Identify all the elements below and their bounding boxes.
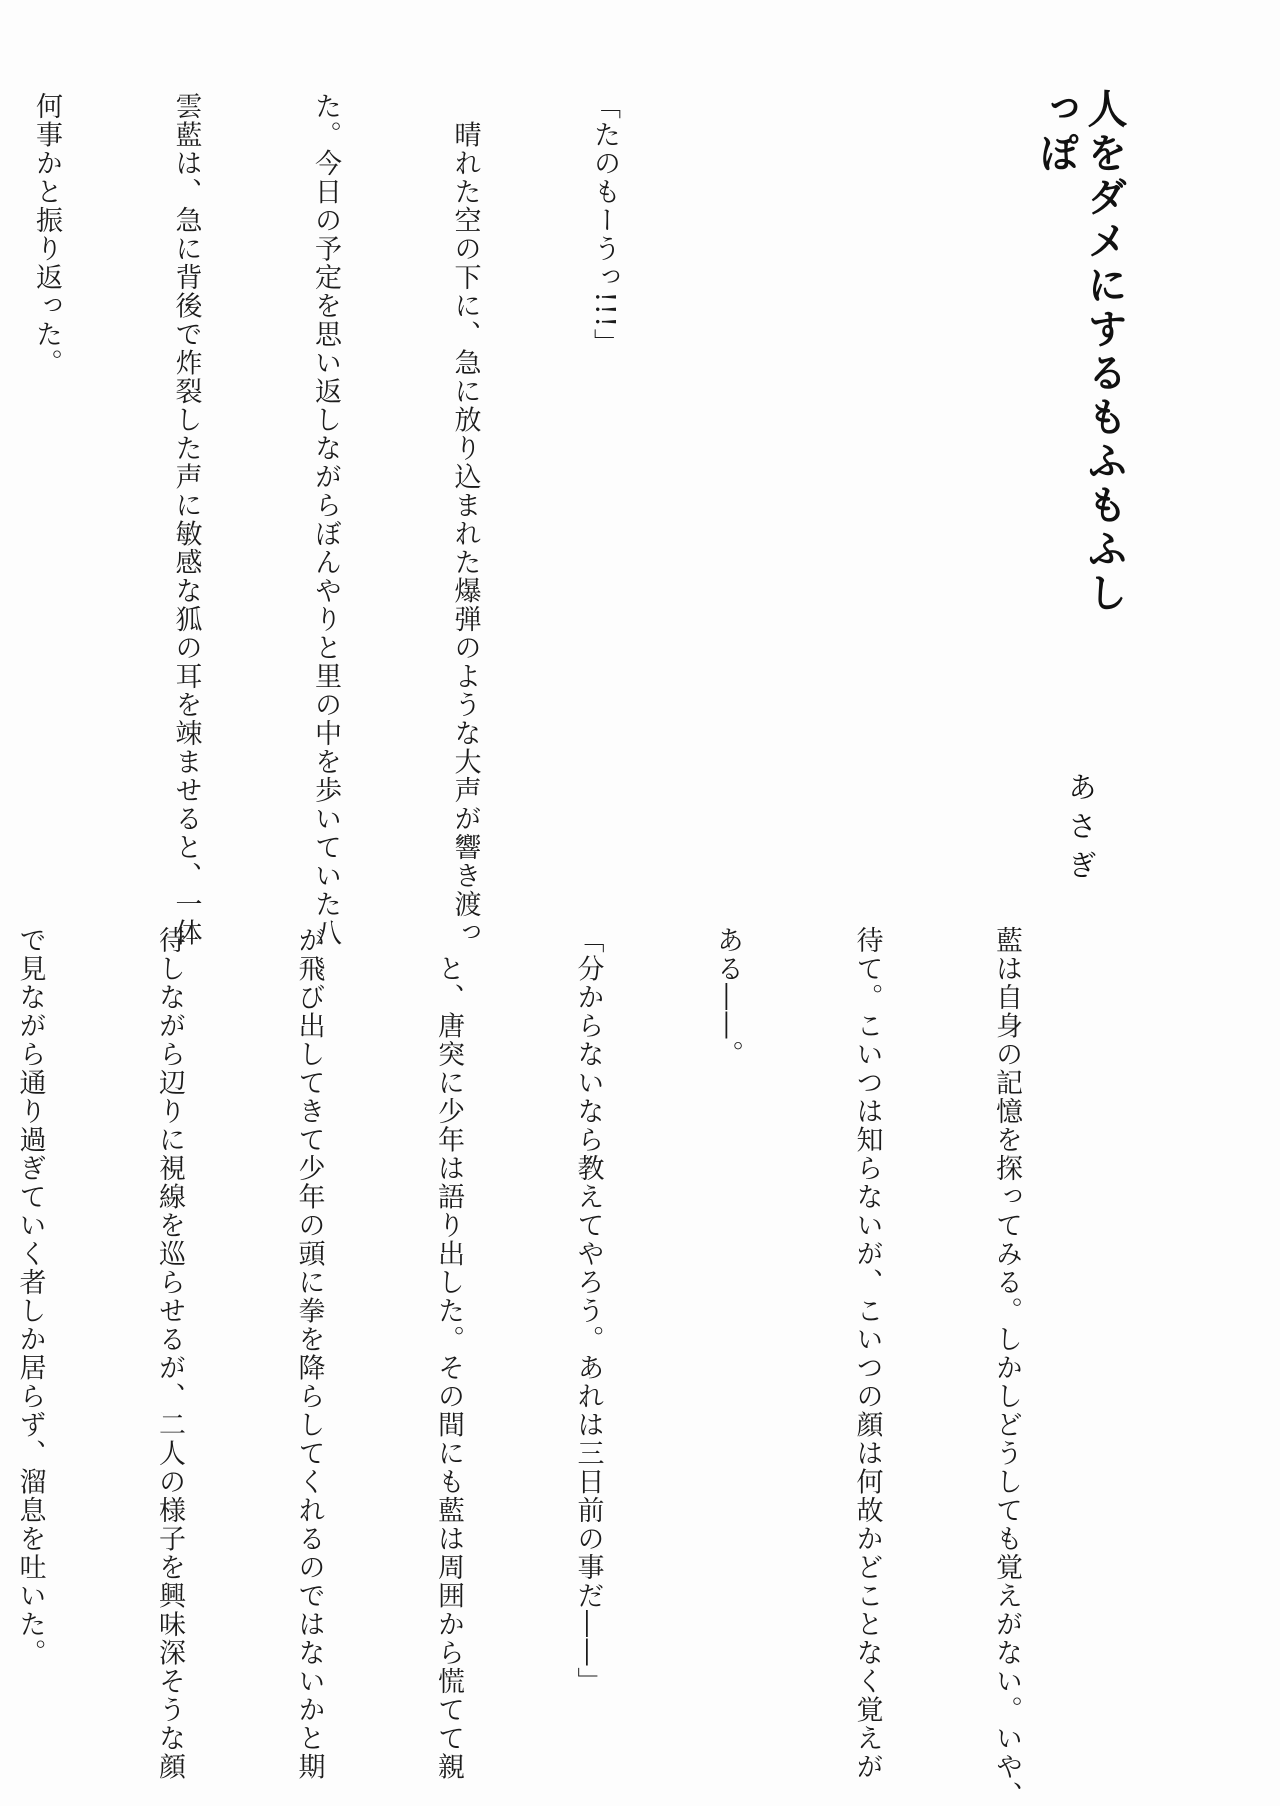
author-name: あさぎ — [1064, 772, 1098, 889]
text-block-top — [0, 92, 720, 947]
text-line: と、唐突に少年は語り出した。その間にも藍は周囲から慌てて親 — [433, 926, 464, 1781]
text-line: 「分からないなら教えてやろう。あれは三日前の事だ――」 — [572, 926, 604, 1696]
story-title: 人をダメにするもふもふしっぽ — [1033, 88, 1127, 616]
text-line: た。今日の予定を思い返しながらぼんやりと里の中を歩いていた八 — [310, 92, 341, 947]
text-line: 待て。こいつは知らないが、こいつの顔は何故かどことなく覚えが — [851, 926, 883, 1781]
text-line: 何事かと振り返った。 — [31, 92, 62, 377]
text-line: ある――。 — [712, 926, 743, 1069]
text-line: 晴れた空の下に、急に放り込まれた爆弾のような大声が響き渡っ — [449, 92, 481, 947]
text-line: 「たのもーうっ!!!」 — [589, 92, 620, 358]
text-line: 待しながら辺りに視線を巡らせるが、二人の様子を興味深そうな顔 — [154, 926, 185, 1781]
text-block-bottom — [0, 926, 1122, 1810]
text-line: で見ながら通り過ぎていく者しか居らず、溜息を吐いた。 — [14, 926, 46, 1667]
text-line: 藍は自身の記憶を探ってみる。しかしどうしても覚えがない。いや、 — [991, 926, 1022, 1810]
text-line: が飛び出してきて少年の頭に拳を降らしてくれるのではないかと期 — [293, 926, 325, 1781]
text-line: 雲藍は、急に背後で炸裂した声に敏感な狐の耳を竦ませると、一体 — [170, 92, 202, 947]
